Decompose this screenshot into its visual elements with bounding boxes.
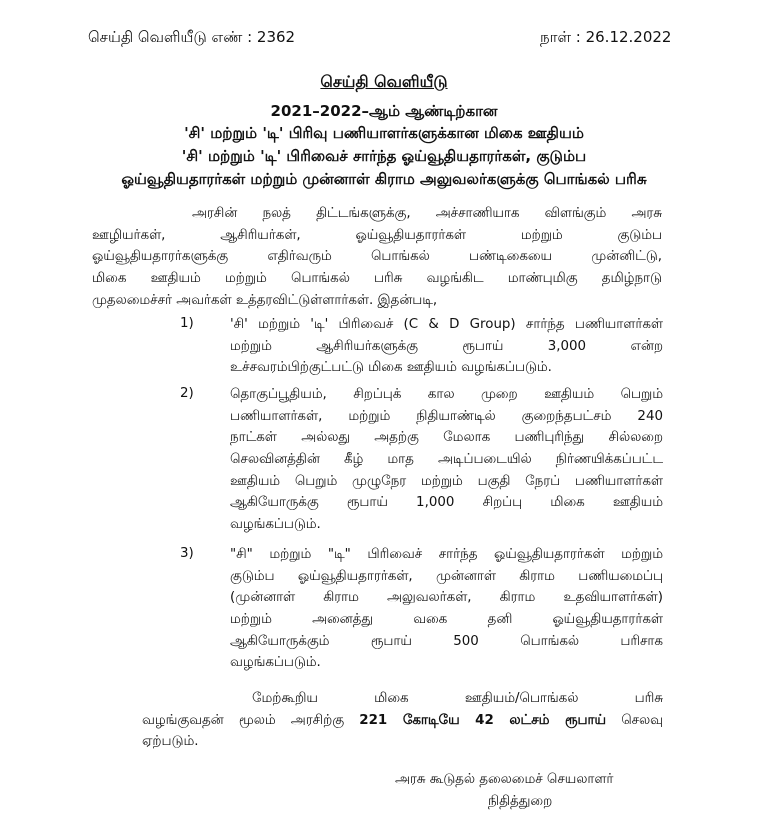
item-line: 'சி' மற்றும் 'டி' பிரிவைச் (C & D Group) சார்ந்த பணியாளர்கள் (230, 317, 663, 332)
item-line: குடும்ப ஓய்வூதியதாரர்கள், முன்னாள் கிராம பணியமைப்பு (230, 568, 663, 584)
item-line: மற்றும் ஆசிரியர்களுக்கு ரூபாய் 3,000 என்ற (230, 338, 663, 354)
item-line: ஆகியோருக்கும் ரூபாய் 500 பொங்கல் பரிசாக (230, 633, 663, 649)
item-line: செலவினத்தின் கீழ் மாத அடிப்படையில் நிர்ணயிக்கப்பட்ட (230, 452, 663, 468)
intro-line: முதலமைச்சர் அவர்கள் உத்தரவிட்டுள்ளார்கள். இதன்படி, (92, 292, 438, 308)
intro-line: ஊழியர்கள், ஆசிரியர்கள், ஓய்வூதியதாரர்கள் மற்றும் குடும்ப (92, 227, 662, 243)
title-line-4: ஓய்வூதியதாரர்கள் மற்றும் முன்னாள் கிராம அலுவலர்களுக்கு பொங்கல் பரிசு (121, 170, 647, 188)
release-number: செய்தி வெளியீடு எண் : 2362 (88, 28, 296, 46)
item-line: (முன்னாள் கிராம அலுவலர்கள், கிராம உதவியாளர்கள்) (230, 590, 663, 606)
amount-highlight: 221 கோடியே 42 லட்சம் ரூபாய் (359, 712, 606, 728)
intro-line: மிகை ஊதியம் மற்றும் பொங்கல் பரிசு வழங்கிட மாண்புமிகு தமிழ்நாடு (92, 271, 662, 287)
closing-text: செலவு (621, 712, 663, 728)
item-line: தொகுப்பூதியம், சிறப்புக் கால முறை ஊதியம் பெறும் (230, 387, 663, 402)
item-2 (230, 384, 663, 536)
closing-paragraph (142, 688, 663, 753)
item-line: ஊதியம் பெறும் முழுநேர மற்றும் பகுதி நேரப் பணியாளர்கள் (230, 473, 663, 489)
item-line: நாட்கள் அல்லது அதற்கு மேலாக பணிபுரிந்து சில்லறை (230, 430, 663, 446)
item-1 (230, 314, 663, 379)
intro-line: அரசின் நலத் திட்டங்களுக்கு, அச்சாணியாக விளங்கும் அரசு (192, 206, 662, 221)
closing-line: மேற்கூறிய மிகை ஊதியம்/பொங்கல் பரிசு (252, 691, 663, 706)
item-line: வழங்கப்படும். (230, 655, 321, 671)
page-title: செய்தி வெளியீடு (320, 72, 448, 91)
intro-paragraph (92, 203, 662, 311)
item-number: 2) (180, 386, 194, 401)
closing-line (142, 710, 663, 732)
item-line: வழங்கப்படும். (230, 517, 321, 533)
intro-line: ஓய்வூதியதாரர்களுக்கு எதிர்வரும் பொங்கல் பண்டிகையை முன்னிட்டு, (92, 249, 662, 265)
release-date: நாள் : 26.12.2022 (540, 28, 672, 46)
item-3 (230, 544, 663, 674)
title-line-3: 'சி' மற்றும் 'டி' பிரிவைச் சார்ந்த ஓய்வூதியதாரர்கள், குடும்ப (181, 147, 587, 165)
item-line: பணியாளர்கள், மற்றும் நிதியாண்டில் குறைந்தபட்சம் 240 (230, 408, 663, 424)
item-line: மற்றும் அனைத்து வகை தனி ஓய்வூதியதாரர்கள் (230, 612, 663, 628)
closing-text: வழங்குவதன் மூலம் அரசிற்கு (142, 712, 345, 728)
item-number: 1) (180, 316, 194, 331)
title-line-1: 2021–2022–ஆம் ஆண்டிற்கான (270, 102, 498, 120)
item-number: 3) (180, 546, 194, 561)
item-line: "சி" மற்றும் "டி" பிரிவைச் சார்ந்த ஓய்வூதியதாரர்கள் மற்றும் (230, 547, 663, 562)
signature-title: அரசு கூடுதல் தலைமைச் செயலாளர் (395, 772, 614, 787)
item-line: உச்சவரம்பிற்குட்பட்டு மிகை ஊதியம் வழங்கப்படும். (230, 360, 552, 376)
signature-department: நிதித்துறை (488, 794, 553, 809)
title-line-2: 'சி' மற்றும் 'டி' பிரிவு பணியாளர்களுக்கான மிகை ஊதியம் (184, 124, 584, 142)
item-line: ஆகியோருக்கு ரூபாய் 1,000 சிறப்பு மிகை ஊதியம் (230, 495, 663, 511)
closing-line: ஏற்படும். (142, 734, 199, 750)
